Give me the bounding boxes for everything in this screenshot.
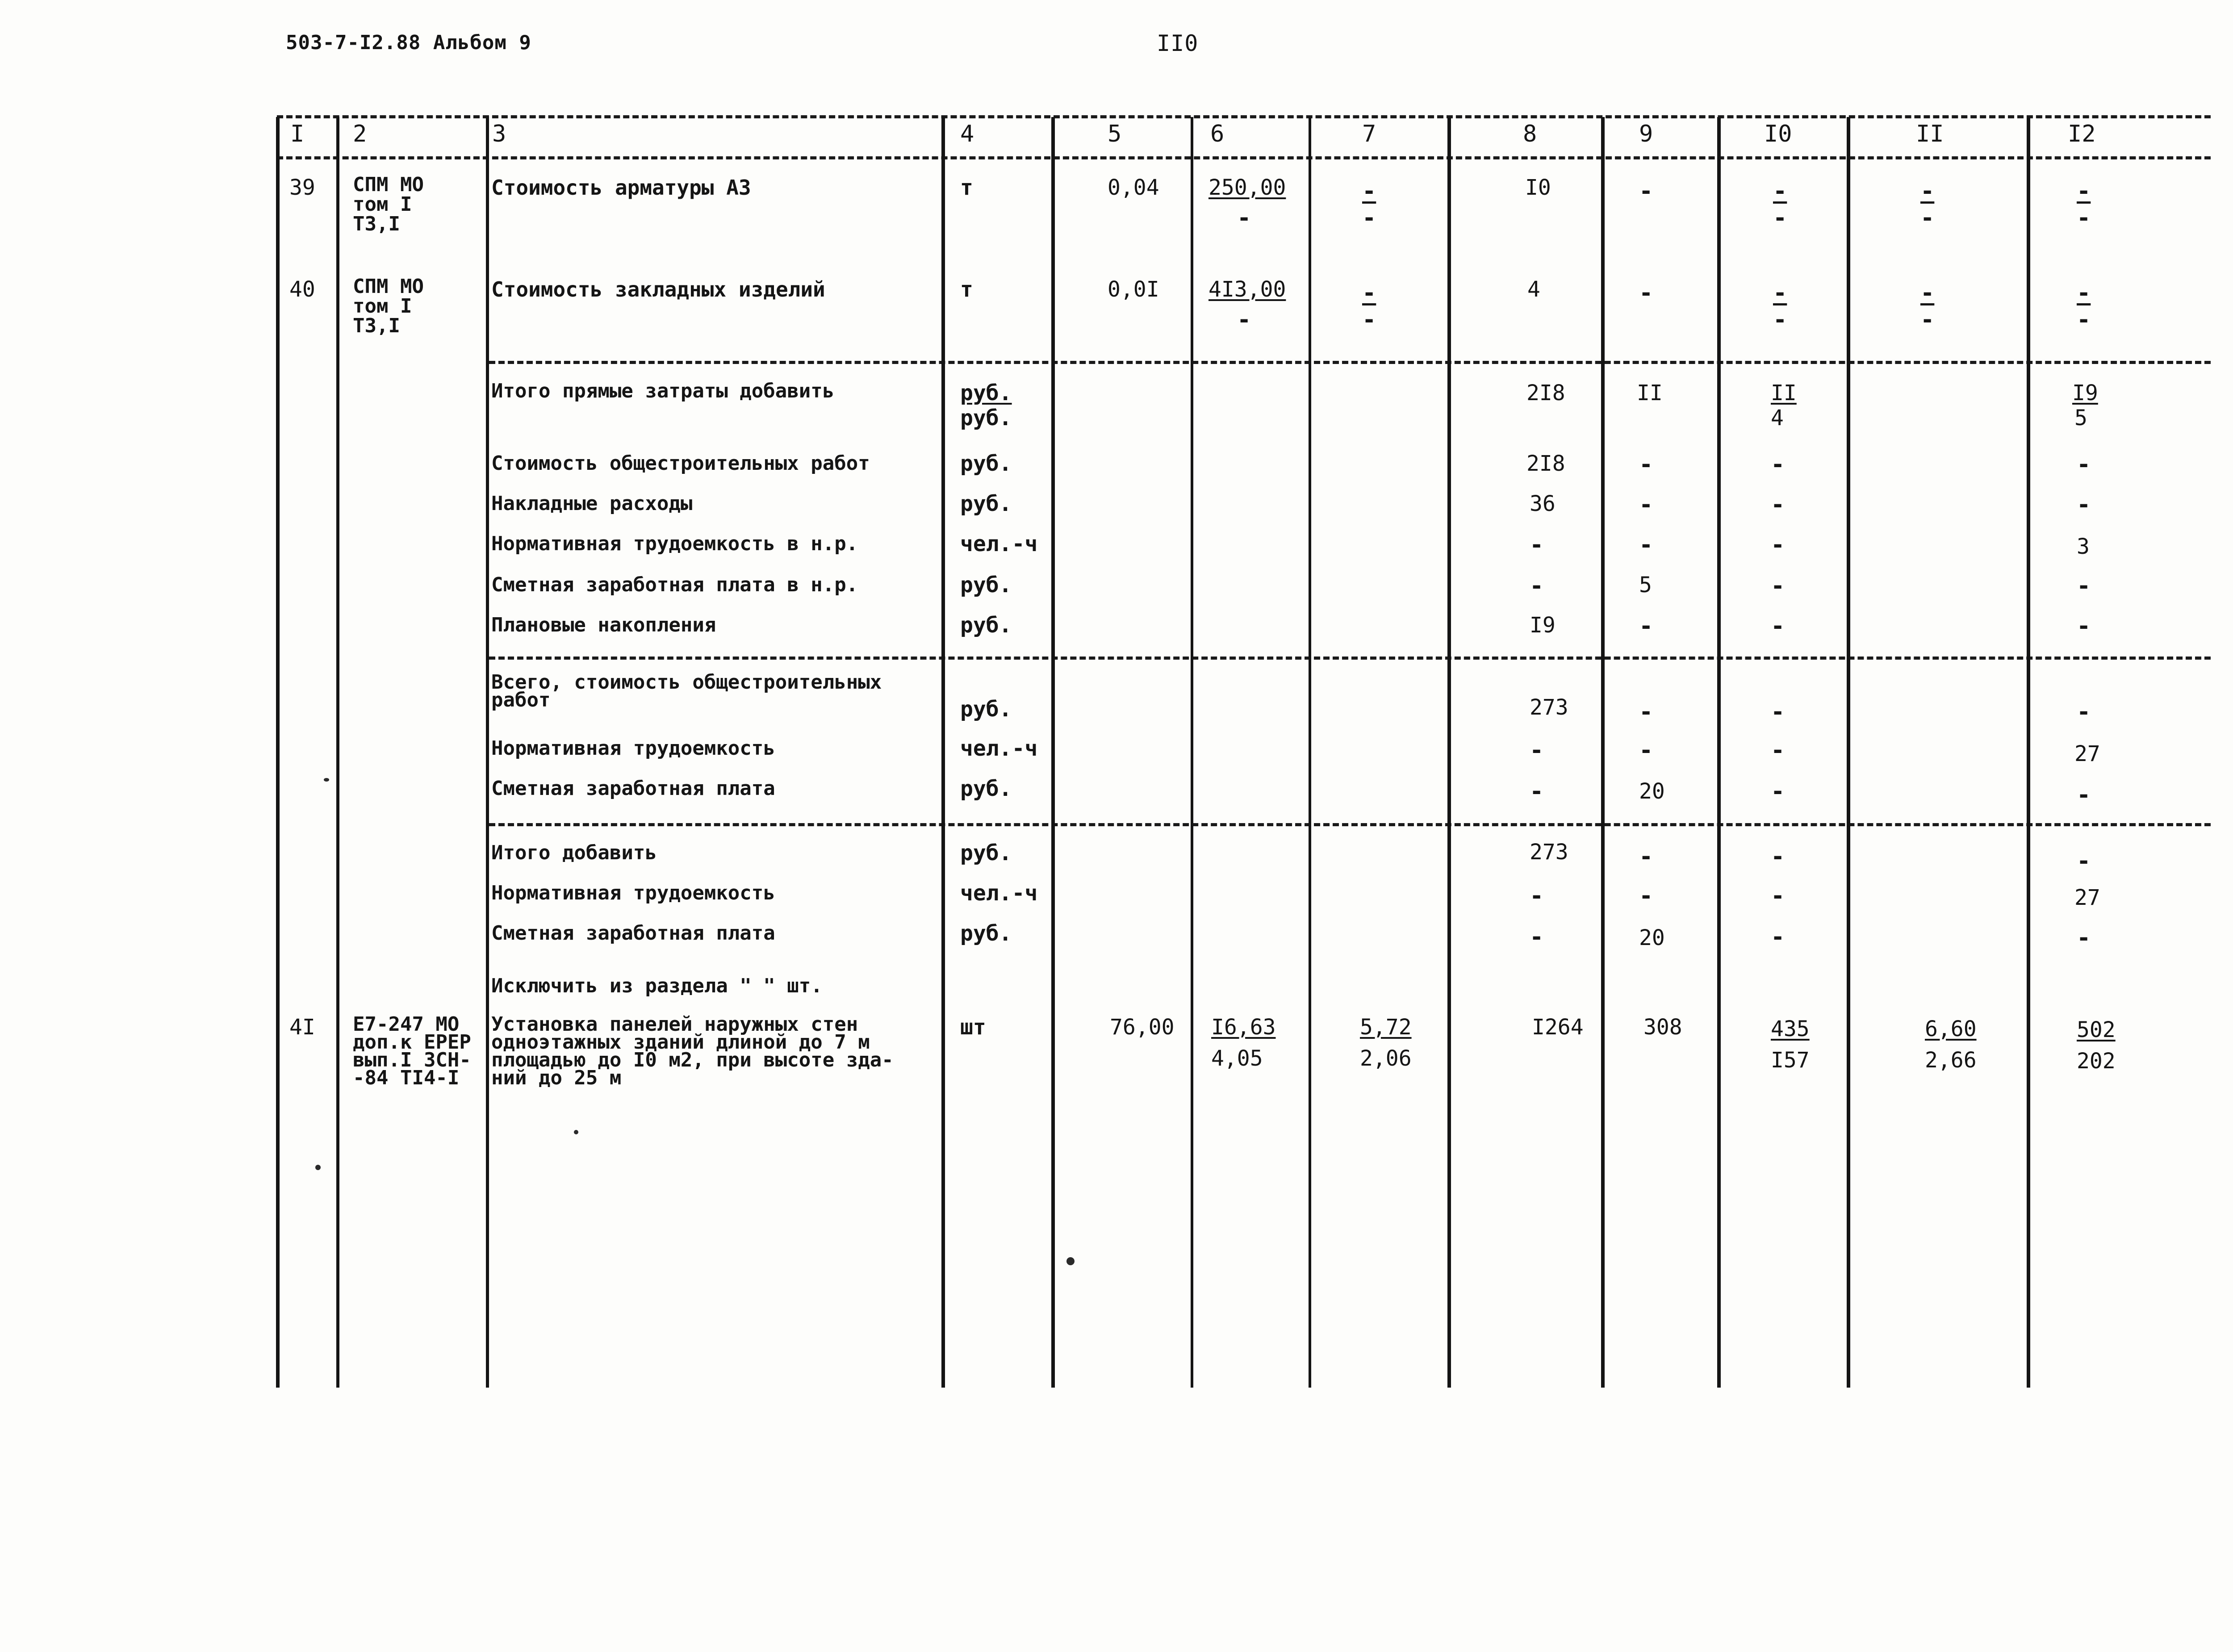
total-description: Сметная заработная плата xyxy=(491,777,775,800)
norm-code-line: вып.I ЗСН- xyxy=(353,1049,471,1071)
col7-upper: - xyxy=(1362,280,1376,306)
col10-value: - xyxy=(1771,737,1785,764)
norm-code xyxy=(353,175,424,234)
unit: руб. xyxy=(960,841,1012,866)
item-description: Стоимость арматуры А3 xyxy=(491,176,751,200)
col9-value: - xyxy=(1639,698,1653,725)
col8-value: I264 xyxy=(1532,1015,1584,1040)
col12-upper: - xyxy=(2077,280,2091,306)
col8-value: 273 xyxy=(1530,840,1568,865)
norm-code-line: том I xyxy=(353,295,412,318)
total-description: Сметная заработная плата в н.р. xyxy=(491,573,858,596)
row-number: 39 xyxy=(289,175,315,200)
rule-block2 xyxy=(489,657,2211,660)
col-rule-3 xyxy=(941,117,945,1388)
col12-upper: - xyxy=(2077,178,2091,205)
scan-speck xyxy=(1066,1257,1075,1265)
col9-value: 5 xyxy=(1639,573,1652,598)
unit: руб. xyxy=(960,381,1012,406)
col11-upper: 6,60 xyxy=(1925,1016,1977,1041)
col7-lower: 2,06 xyxy=(1360,1046,1412,1071)
col12-value: 27 xyxy=(2074,741,2100,766)
col9-value: - xyxy=(1639,531,1653,558)
col12-lower: 5 xyxy=(2074,406,2087,431)
col7-lower: - xyxy=(1362,205,1376,231)
col-rule-4 xyxy=(1051,117,1055,1388)
unit: шт xyxy=(960,1015,986,1040)
col11-upper: - xyxy=(1920,178,1935,205)
col10-lower: - xyxy=(1773,306,1787,333)
col12-upper: I9 xyxy=(2072,381,2098,406)
col-rule-2 xyxy=(486,117,489,1388)
row-number: 4I xyxy=(289,1015,315,1040)
unit-price: 4I3,00 xyxy=(1208,277,1286,302)
col10-lower: - xyxy=(1773,205,1787,231)
total-description: Плановые накопления xyxy=(491,614,716,636)
col-header-4: 4 xyxy=(960,121,974,147)
norm-code xyxy=(353,277,424,336)
unit: руб. xyxy=(960,451,1012,476)
col12-lower: - xyxy=(2077,205,2091,231)
total-description xyxy=(491,673,882,709)
total-description: Нормативная трудоемкость в н.р. xyxy=(491,532,858,555)
col-header-5: 5 xyxy=(1108,121,1122,147)
unit: чел.-ч xyxy=(960,531,1038,556)
col6-lower: - xyxy=(1237,205,1251,231)
col11-lower: 2,66 xyxy=(1925,1048,1977,1073)
col-header-1: I xyxy=(290,121,305,147)
col8-value: - xyxy=(1530,778,1544,805)
col-header-6: 6 xyxy=(1210,121,1225,147)
unit: чел.-ч xyxy=(960,881,1038,906)
col11-lower: - xyxy=(1920,306,1935,333)
col10-lower: 4 xyxy=(1771,406,1784,431)
col-header-9: 9 xyxy=(1639,121,1653,147)
col8-value: - xyxy=(1530,882,1544,909)
col9-value: - xyxy=(1639,451,1653,478)
col-header-11: II xyxy=(1916,121,1944,147)
quantity: 76,00 xyxy=(1110,1015,1175,1040)
total-description: Итого прямые затраты добавить xyxy=(491,380,835,402)
col8-value: 273 xyxy=(1530,695,1568,720)
col7-lower: - xyxy=(1362,306,1376,333)
col12-value: - xyxy=(2077,491,2091,518)
item-description-line: ний до 25 м xyxy=(491,1066,622,1089)
norm-code xyxy=(353,1013,471,1089)
exclude-note: Исключить из раздела " " шт. xyxy=(491,974,823,997)
col7-upper: 5,72 xyxy=(1360,1015,1412,1040)
col9-value: - xyxy=(1639,737,1653,764)
col-header-12: I2 xyxy=(2068,121,2096,147)
unit: руб. xyxy=(960,776,1012,801)
norm-code-line: СПМ МО xyxy=(353,275,424,298)
row-number: 40 xyxy=(289,277,315,302)
unit: руб. xyxy=(960,573,1012,598)
quantity: 0,0I xyxy=(1108,277,1159,302)
col8-value: 36 xyxy=(1530,491,1556,516)
total-description: Нормативная трудоемкость xyxy=(491,882,775,904)
col12-value: 27 xyxy=(2074,885,2100,910)
item-description xyxy=(491,1013,894,1089)
col10-upper: II xyxy=(1771,381,1797,406)
col-rule-1 xyxy=(336,117,339,1388)
col10-upper: - xyxy=(1773,280,1787,306)
col6-upper: I6,63 xyxy=(1211,1015,1276,1040)
col9-value: II xyxy=(1637,381,1663,406)
col12-value: - xyxy=(2077,782,2091,808)
col9-value: - xyxy=(1639,280,1653,306)
total-description-line: работ xyxy=(491,689,551,711)
col10-value: - xyxy=(1771,491,1785,518)
total-description: Итого добавить xyxy=(491,841,657,864)
rule-block3 xyxy=(489,823,2211,826)
unit: т xyxy=(960,277,973,302)
unit: руб. xyxy=(960,613,1012,638)
col12-lower: 202 xyxy=(2077,1049,2116,1074)
norm-code-line: том I xyxy=(353,193,412,216)
col-header-3: 3 xyxy=(492,121,506,147)
unit-price: 250,00 xyxy=(1208,175,1286,200)
unit: руб. xyxy=(960,491,1012,516)
total-description: Стоимость общестроительных работ xyxy=(491,452,870,475)
quantity: 0,04 xyxy=(1108,175,1159,200)
col12-upper: 502 xyxy=(2077,1017,2116,1042)
col-rule-6 xyxy=(1309,117,1311,1388)
norm-code-line: ТЗ,I xyxy=(353,314,400,337)
unit: руб. xyxy=(960,697,1012,722)
page-number: II0 xyxy=(1157,30,1199,56)
col10-value: - xyxy=(1771,531,1785,558)
unit: т xyxy=(960,175,973,200)
col-rule-7 xyxy=(1447,117,1451,1388)
col-header-2: 2 xyxy=(353,121,367,147)
col9-value: - xyxy=(1639,882,1653,909)
col9-value: - xyxy=(1639,613,1653,640)
col8-value: - xyxy=(1530,737,1544,764)
col8-value: - xyxy=(1530,531,1544,558)
col10-value: - xyxy=(1771,778,1785,805)
col8-value: I0 xyxy=(1525,175,1551,200)
unit: руб. xyxy=(960,921,1012,946)
col12-value: - xyxy=(2077,573,2091,599)
col12-value: - xyxy=(2077,613,2091,640)
col10-value: - xyxy=(1771,573,1785,599)
col12-value: - xyxy=(2077,848,2091,874)
item-description-line: площадью до I0 м2, при высоте зда- xyxy=(491,1049,894,1071)
item-description-line: одноэтажных зданий длиной до 7 м xyxy=(491,1031,870,1054)
col11-lower: - xyxy=(1920,205,1935,231)
col-header-10: I0 xyxy=(1764,121,1792,147)
col10-value: - xyxy=(1771,882,1785,909)
unit: руб. xyxy=(960,406,1012,431)
col8-value: - xyxy=(1530,573,1544,599)
col12-value: - xyxy=(2077,451,2091,478)
col12-value: 3 xyxy=(2077,534,2090,559)
col-rule-5 xyxy=(1191,117,1193,1388)
col9-value: 308 xyxy=(1643,1015,1682,1040)
rule-header-bottom xyxy=(277,156,2211,159)
total-description: Нормативная трудоемкость xyxy=(491,737,775,760)
col7-upper: - xyxy=(1362,178,1376,205)
col8-value: I9 xyxy=(1530,613,1556,638)
total-description-line: Всего, стоимость общестроительных xyxy=(491,671,882,694)
norm-code-line: СПМ МО xyxy=(353,173,424,196)
col8-value: - xyxy=(1530,924,1544,950)
norm-code-line: доп.к ЕРЕР xyxy=(353,1031,471,1054)
total-description: Сметная заработная плата xyxy=(491,922,775,945)
col10-value: - xyxy=(1771,843,1785,870)
col-rule-8 xyxy=(1601,117,1605,1388)
norm-code-line: -84 ТI4-I xyxy=(353,1066,460,1089)
col9-value: - xyxy=(1639,843,1653,870)
col8-value: 2I8 xyxy=(1526,381,1565,406)
scan-speck xyxy=(574,1130,578,1134)
rule-block1 xyxy=(489,361,2211,364)
col10-value: - xyxy=(1771,451,1785,478)
col9-value: 20 xyxy=(1639,779,1665,804)
col-rule-10 xyxy=(1847,117,1850,1388)
col10-value: - xyxy=(1771,613,1785,640)
col-rule-9 xyxy=(1717,117,1721,1388)
total-description: Накладные расходы xyxy=(491,492,693,515)
col10-value: - xyxy=(1771,698,1785,725)
rule-top xyxy=(277,115,2211,118)
col9-value: - xyxy=(1639,491,1653,518)
col-rule-11 xyxy=(2027,117,2030,1388)
norm-code-line: ТЗ,I xyxy=(353,213,400,235)
norm-code-line: Е7-247 МО xyxy=(353,1013,460,1036)
col9-value: - xyxy=(1639,178,1653,205)
col12-value: - xyxy=(2077,698,2091,725)
col10-lower: I57 xyxy=(1771,1048,1810,1073)
col-header-8: 8 xyxy=(1523,121,1537,147)
col10-upper: 435 xyxy=(1771,1016,1810,1041)
item-description-line: Установка панелей наружных стен xyxy=(491,1013,858,1036)
col12-lower: - xyxy=(2077,306,2091,333)
col12-value: - xyxy=(2077,924,2091,951)
col8-value: 2I8 xyxy=(1526,451,1565,476)
scan-speck xyxy=(315,1165,321,1170)
col-header-7: 7 xyxy=(1362,121,1376,147)
unit: чел.-ч xyxy=(960,736,1038,761)
col10-value: - xyxy=(1771,924,1785,950)
col10-upper: - xyxy=(1773,178,1787,205)
col-rule-0 xyxy=(276,117,280,1388)
col6-lower: 4,05 xyxy=(1211,1046,1263,1071)
item-description: Стоимость закладных изделий xyxy=(491,277,825,301)
col8-value: 4 xyxy=(1527,277,1540,302)
col6-lower: - xyxy=(1237,306,1251,333)
col11-upper: - xyxy=(1920,280,1935,306)
scan-speck xyxy=(324,778,329,782)
doc-code: 503-7-I2.88 Альбом 9 xyxy=(286,31,531,54)
col9-value: 20 xyxy=(1639,925,1665,950)
